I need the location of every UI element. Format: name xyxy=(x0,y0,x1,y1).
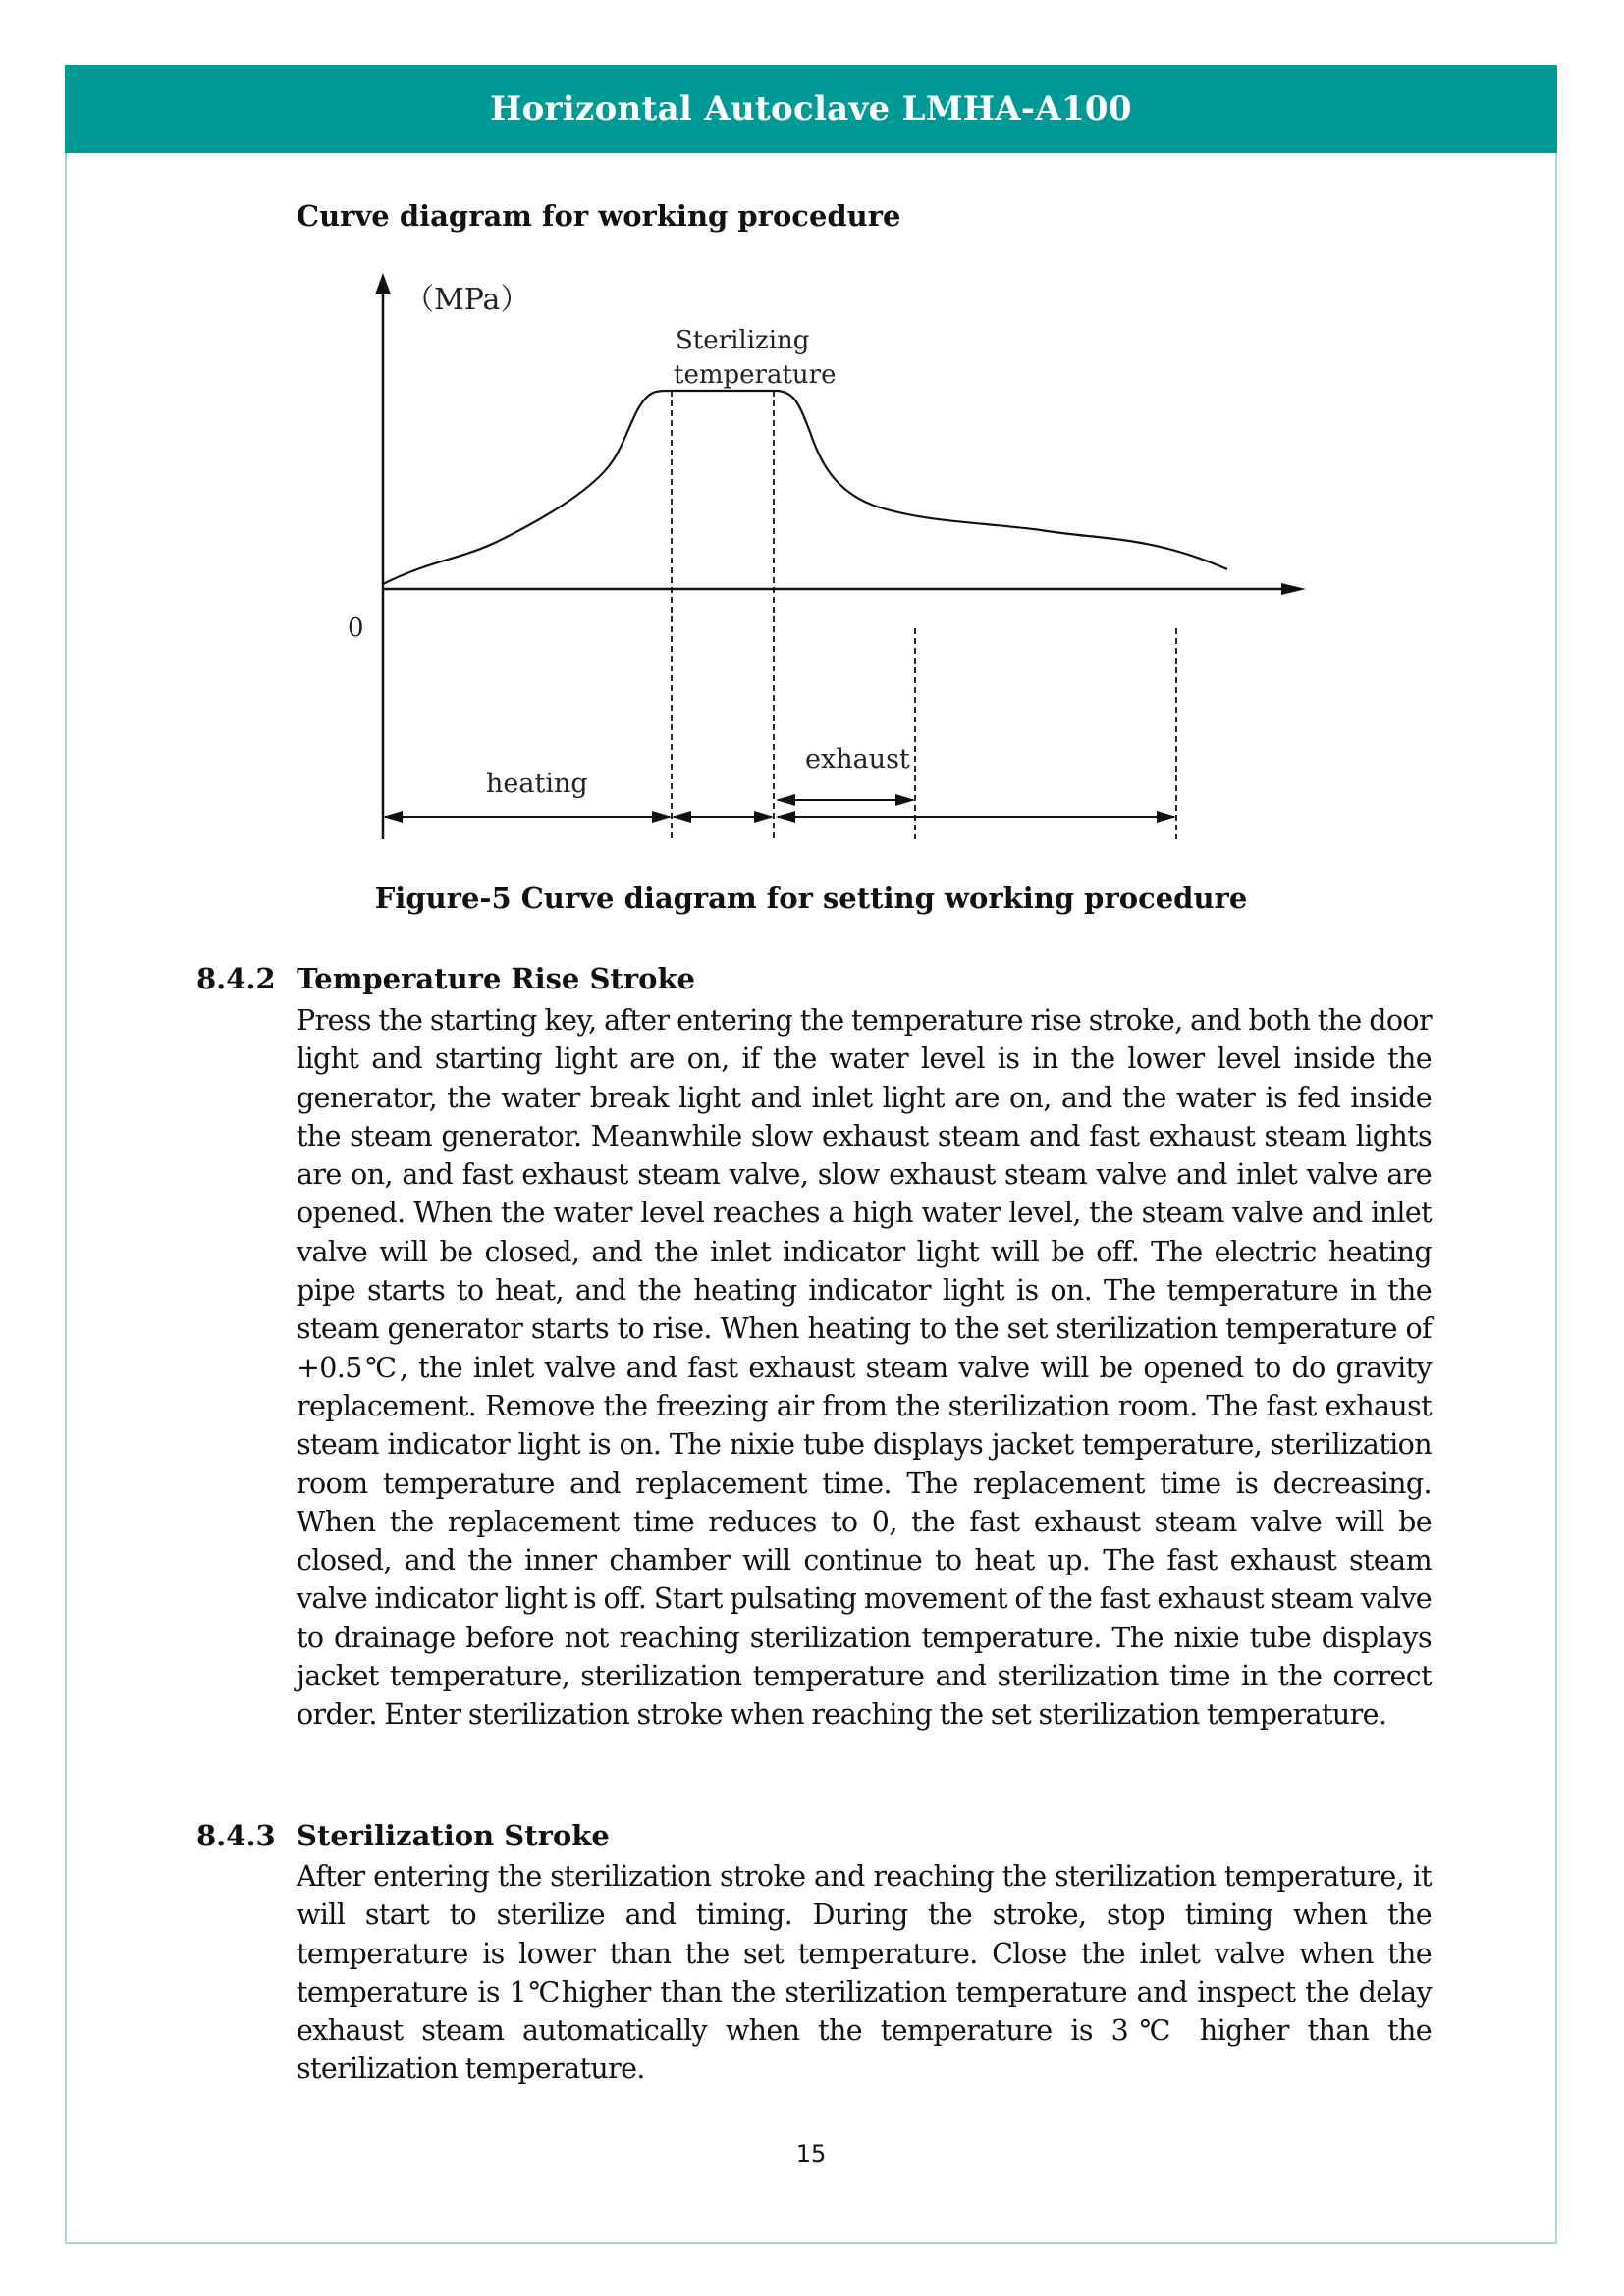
section-title-text: Temperature Rise Stroke xyxy=(297,962,695,995)
section-heading-842 xyxy=(196,962,695,995)
y-axis-arrow xyxy=(375,273,391,294)
diagram-svg xyxy=(314,265,1326,854)
section-number: 8.4.2 xyxy=(196,962,276,995)
header-title: Horizontal Autoclave LMHA-A100 xyxy=(490,89,1132,129)
exhaust-label: exhaust xyxy=(805,744,910,774)
peak-label-line2: temperature xyxy=(674,360,837,390)
section-title: Curve diagram for working procedure xyxy=(297,199,901,233)
working-procedure-diagram xyxy=(314,265,1326,854)
y-axis-label: （MPa） xyxy=(405,283,530,317)
heating-label: heating xyxy=(486,769,588,799)
section-body-843: After entering the sterilization stroke and reaching the sterilization temperature, it will start to sterilize and timing. During the stroke, stop timing when the temperature is lower than the set temperature. Close the inlet valve when the temperature is 1℃higher than the sterilization temperature and inspect the delay exhaust steam automatically when the temperature is 3℃ higher than the sterilization temperature. xyxy=(297,1860,1432,2086)
section-number: 8.4.3 xyxy=(196,1819,276,1852)
x-axis-arrow xyxy=(1281,583,1306,595)
origin-label: 0 xyxy=(348,614,364,643)
page-header xyxy=(65,65,1557,153)
pressure-curve xyxy=(383,391,1227,584)
section-title-text: Sterilization Stroke xyxy=(297,1819,610,1852)
section-body-842: Press the starting key, after entering the temperature rise stroke, and both the door light and starting light are on, if the water level is in the lower level inside the generator, the water break light and inlet light are on, and the water is fed inside the steam generator. Meanwhile slow exhaust steam and fast exhaust steam lights are on, and fast exhaust steam valve, slow exhaust steam valve and inlet valve are opened. When the water level reaches a high water level, the steam valve and inlet valve will be closed, and the inlet indicator light will be off. The electric heating pipe starts to heat, and the heating indicator light is on. The temperature in the steam generator starts to rise. When heating to the set sterilization temperature of +0.5℃, the inlet valve and fast exhaust steam valve will be opened to do gravity replacement. Remove the freezing air from the sterilization room. The fast exhaust steam indicator light is on. The nixie tube displays jacket temperature, sterilization room temperature and replacement time. The replacement time is decreasing. When the replacement time reduces to 0, the fast exhaust steam valve will be closed, and the inner chamber will continue to heat up. The fast exhaust steam valve indicator light is off. Start pulsating movement of the fast exhaust steam valve to drainage before not reaching sterilization temperature. The nixie tube displays jacket temperature, sterilization temperature and sterilization time in the correct order. Enter sterilization stroke when reaching the set sterilization temperature. xyxy=(297,1004,1432,1732)
peak-label-line1: Sterilizing xyxy=(676,326,810,355)
section-heading-843 xyxy=(196,1819,610,1852)
page-number: 15 xyxy=(795,2140,827,2167)
figure-caption: Figure-5 Curve diagram for setting working procedure xyxy=(374,881,1248,915)
